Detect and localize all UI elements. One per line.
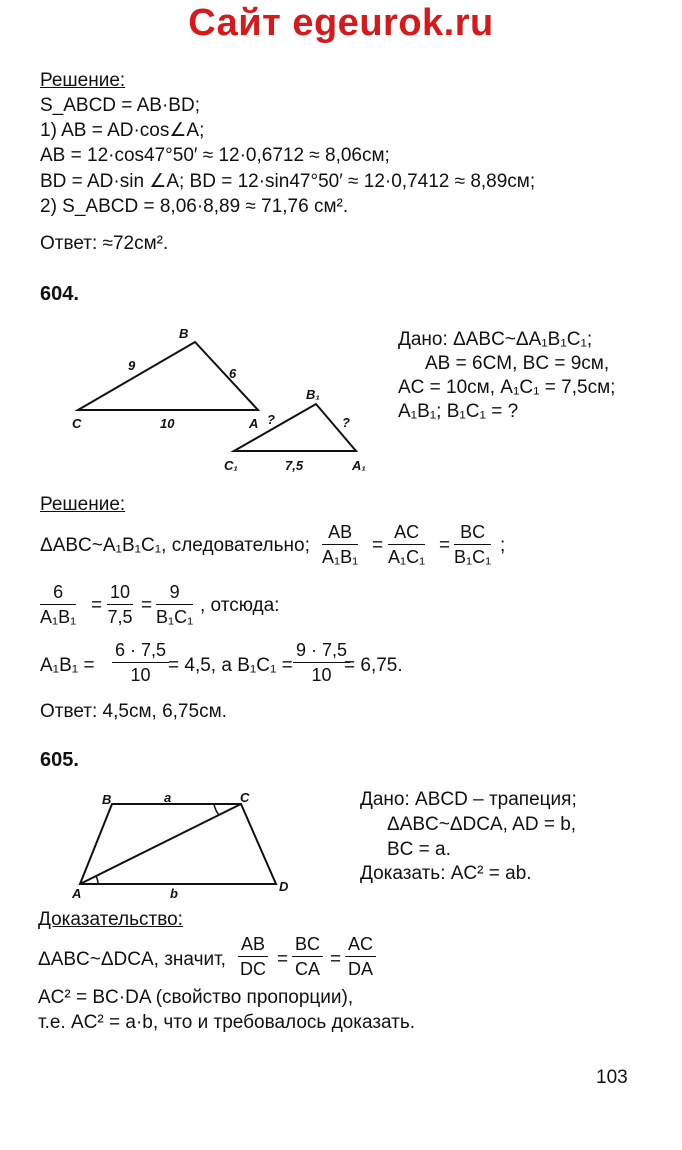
fraction-6-a1b1: 6 A₁B₁ bbox=[40, 582, 77, 627]
fraction-ab-a1b1: AB A₁B₁ bbox=[322, 522, 359, 567]
fraction-9-b1c1: 9 B₁C₁ bbox=[156, 582, 194, 627]
label-c: C bbox=[72, 416, 82, 431]
label-side-ca: 10 bbox=[160, 416, 175, 431]
label-question-a1b1: ? bbox=[267, 412, 275, 427]
equals-sign: = bbox=[372, 535, 384, 556]
bd-value-line: BD = AD·sin ∠A; BD = 12·sin47°50′ ≈ 12·0,7412 ≈ 8,89см; bbox=[40, 171, 536, 192]
proof-605-heading: Доказательство: bbox=[38, 909, 183, 930]
label-a: A bbox=[249, 416, 259, 431]
similarity-605-text: ΔABC~ΔDCA, значит, bbox=[38, 949, 226, 970]
fraction-a1b1-value: 6 · 7,5 10 bbox=[112, 641, 169, 684]
semicolon: ; bbox=[500, 535, 506, 556]
given-604-line1: Дано: ΔABC~ΔA₁B₁C₁; bbox=[398, 329, 593, 350]
label-question-b1c1: ? bbox=[342, 415, 350, 430]
proportion-line: AC² = BC·DA (свойство пропорции), bbox=[38, 987, 354, 1008]
conclusion-line: т.е. AC² = a·b, что и требовалось доказать. bbox=[38, 1012, 416, 1033]
b1c1-result: = 6,75. bbox=[344, 655, 403, 676]
angle-mark-c bbox=[214, 804, 219, 815]
equals-sign: = bbox=[91, 595, 103, 616]
page-number: 103 bbox=[596, 1067, 628, 1088]
label-side-c1a1: 7,5 bbox=[285, 458, 304, 473]
given-604-line4: A₁B₁; B₁C₁ = ? bbox=[398, 401, 519, 422]
given-605-line1: Дано: ABCD – трапеция; bbox=[360, 789, 577, 810]
label-trap-d: D bbox=[279, 879, 289, 894]
answer-604: Ответ: 4,5см, 6,75см. bbox=[40, 701, 227, 722]
ab-formula-line: 1) AB = AD·cos∠A; bbox=[40, 120, 205, 141]
fraction-ac-a1c1: AC A₁C₁ bbox=[388, 522, 426, 567]
fraction-ab-dc: AB DC bbox=[238, 935, 268, 978]
diagonal-ac bbox=[80, 804, 241, 884]
given-604-line3: AC = 10см, A₁C₁ = 7,5см; bbox=[398, 377, 616, 398]
fraction-10-7-5: 10 7,5 bbox=[107, 582, 133, 627]
given-605-line2: ΔABC~ΔDCA, AD = b, bbox=[387, 814, 577, 835]
label-b: B bbox=[179, 326, 189, 341]
given-604-line2: AB = 6CM, BC = 9см, bbox=[425, 353, 610, 374]
fraction-bc-ca: BC CA bbox=[292, 935, 323, 978]
label-trap-b-side: b bbox=[170, 886, 178, 901]
label-a1: A₁ bbox=[352, 458, 366, 473]
fraction-b1c1-value: 9 · 7,5 10 bbox=[293, 641, 350, 684]
area-value-line: 2) S_ABCD = 8,06·8,89 ≈ 71,76 см². bbox=[40, 196, 349, 217]
area-formula-line: S_ABCD = AB·BD; bbox=[40, 95, 200, 116]
similarity-604-text: ΔABC~A₁B₁C₁, следовательно; bbox=[40, 535, 310, 556]
angle-mark-a bbox=[96, 876, 98, 884]
label-trap-c: C bbox=[240, 790, 250, 805]
equals-sign: = bbox=[277, 949, 289, 970]
label-side-ba: 6 bbox=[229, 366, 237, 381]
a1b1-label: A₁B₁ = bbox=[40, 655, 95, 676]
trapezoid-figure bbox=[80, 804, 276, 884]
label-side-cb: 9 bbox=[128, 358, 136, 373]
equals-sign: = bbox=[141, 595, 153, 616]
label-b1: B₁ bbox=[306, 387, 320, 402]
hence-text: , отсюда: bbox=[200, 595, 280, 616]
problem-605-number: 605. bbox=[40, 749, 79, 771]
given-605-line3: BC = a. bbox=[387, 839, 451, 860]
equals-sign: = bbox=[439, 535, 451, 556]
label-trap-a: A bbox=[72, 886, 82, 901]
answer-prev: Ответ: ≈72см². bbox=[40, 233, 169, 254]
label-trap-b: B bbox=[102, 792, 112, 807]
fraction-bc-b1c1: BC B₁C₁ bbox=[454, 522, 492, 567]
problem-604-number: 604. bbox=[40, 283, 79, 305]
site-title[interactable]: Сайт egeurok.ru bbox=[188, 2, 494, 44]
label-c1: C₁ bbox=[224, 458, 238, 473]
solution-heading-prev: Решение: bbox=[40, 70, 126, 91]
given-605-line4: Доказать: AC² = ab. bbox=[360, 863, 532, 884]
fraction-ac-da: AC DA bbox=[345, 935, 376, 978]
a1b1-result: = 4,5, а B₁C₁ = bbox=[168, 655, 293, 676]
solution-604-heading: Решение: bbox=[40, 494, 126, 515]
equals-sign: = bbox=[330, 949, 342, 970]
label-trap-a-side: a bbox=[164, 790, 172, 805]
trapezoid-abcd bbox=[80, 804, 276, 884]
ab-value-line: AB = 12·cos47°50′ ≈ 12·0,6712 ≈ 8,06см; bbox=[40, 145, 390, 166]
